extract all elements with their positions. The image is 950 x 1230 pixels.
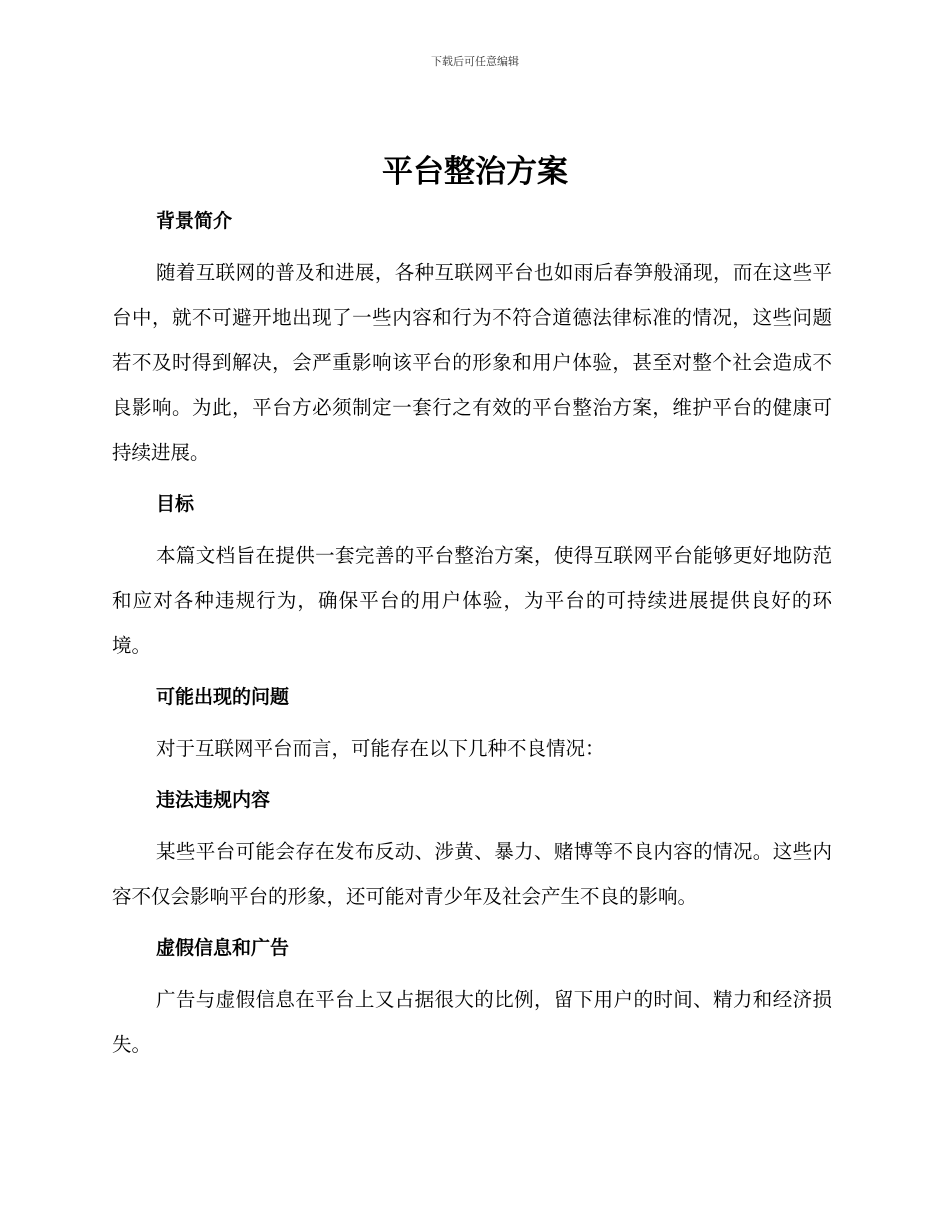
section-paragraph: 某些平台可能会存在发布反动、涉黄、暴力、赌博等不良内容的情况。这些内容不仅会影响平台的形象，还可能对青少年及社会产生不良的影响。 [112,840,832,908]
section-paragraph: 广告与虚假信息在平台上又占据很大的比例，留下用户的时间、精力和经济损失。 [112,988,832,1056]
section-paragraph: 对于互联网平台而言，可能存在以下几种不良情况： [156,737,605,760]
section-heading: 目标 [156,493,195,515]
document-body [112,204,832,1079]
document-title: 平台整治方案 [382,154,568,190]
page-header-note: 下载后可任意编辑 [431,55,519,68]
section-false-info-ads [112,931,832,1067]
section-paragraph: 本篇文档旨在提供一套完善的平台整治方案，使得互联网平台能够更好地防范和应对各种违规行为，确保平台的用户体验，为平台的可持续进展提供良好的环境。 [112,544,832,657]
section-goal [112,487,832,668]
section-heading: 虚假信息和广告 [156,937,290,959]
section-paragraph: 随着互联网的普及和进展，各种互联网平台也如雨后春笋般涌现，而在这些平台中，就不可避开地出现了一些内容和行为不符合道德法律标准的情况，这些问题若不及时得到解决，会严重影响该平台的形象和用户体验，甚至对整个社会造成不良影响。为此，平台方必须制定一套行之有效的平台整治方案，维护平台的健康可持续进展。 [112,261,832,464]
section-possible-issues [112,680,832,771]
section-background [112,204,832,475]
section-heading: 违法违规内容 [156,789,271,811]
section-illegal-content [112,783,832,919]
section-heading: 背景简介 [156,210,233,232]
section-heading: 可能出现的问题 [156,686,290,708]
